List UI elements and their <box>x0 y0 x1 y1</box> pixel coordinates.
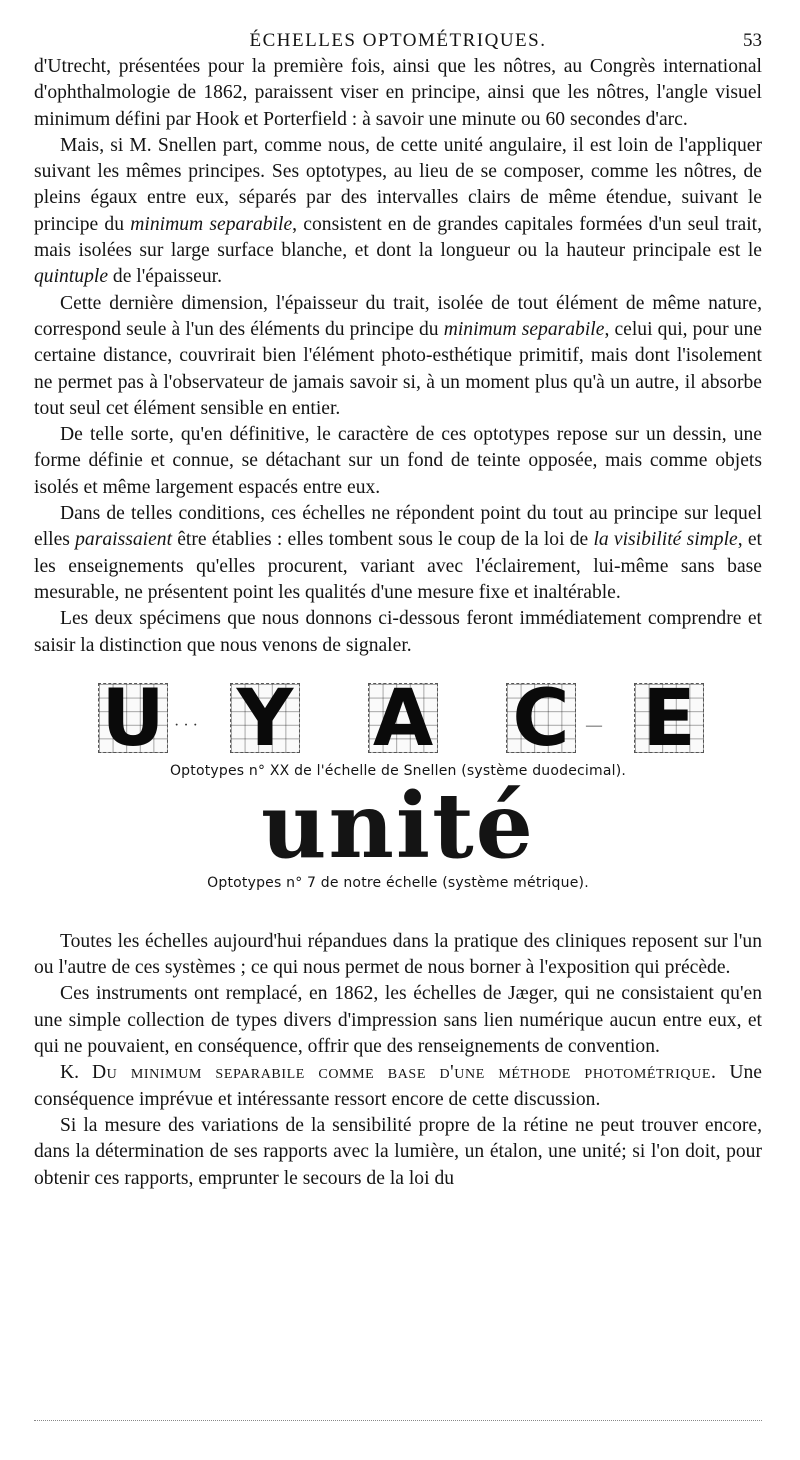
page-bottom-rule <box>34 1420 762 1421</box>
metric-figure <box>34 772 762 901</box>
text-run: , consistent en de grandes capitales formées d'un seul trait, mais isolées sur large surface blanche, et dont la longueur ou la hauteur principale est le <box>34 213 762 262</box>
paragraph <box>34 291 762 422</box>
text-run: De telle sorte, qu'en définitive, le caractère de ces optotypes repose sur un dessin, une forme définie et connue, se détachant sur un fond de teinte opposée, mais comme objets isolés et même largement espacés entre eux. <box>34 424 762 498</box>
text-run: Si la mesure des variations de la sensibilité propre de la rétine ne peut trouver encore, dans la détermination de ses rapports avec la lumière, un étalon, une unité; si l'on doit, pour obtenir ces rapports, emprunter le secours de la loi du <box>34 1114 762 1189</box>
paragraph <box>34 929 762 982</box>
text-run: Cette dernière dimension, l'épaisseur du trait, isolée de tout élément de même nature, correspond seule à l'un des éléments du principe du <box>34 292 762 340</box>
optotype-letter: A <box>372 673 434 764</box>
text-run: de l'épaisseur. <box>108 266 222 288</box>
italic-term: minimum separabile <box>130 213 293 235</box>
metric-optotype-word: unité <box>261 772 535 879</box>
book-page <box>34 28 762 1192</box>
optotype-letter: Y <box>236 673 294 764</box>
italic-term: paraissaient <box>75 529 173 551</box>
page-number: 53 <box>743 30 762 51</box>
paragraph <box>34 133 762 291</box>
text-run: , et les enseignements qu'elles procurent, variant avec l'éclairement, lui-même sans base mesurable, ne présentent point les qualités d'une mesure fixe et inaltérable. <box>34 529 763 603</box>
body-text-top <box>34 54 762 659</box>
text-run: Dans de telles conditions, ces échelles ne répondent point du tout au principe sur lequel elles <box>34 503 762 551</box>
text-run: K. <box>60 1062 92 1084</box>
paragraph <box>34 1060 762 1113</box>
optotype-letter: U <box>101 673 165 764</box>
text-run: Les deux spécimens que nous donnons ci-dessous feront immédiatement comprendre et saisir la distinction que nous venons de signaler. <box>34 608 762 656</box>
body-text-bottom <box>34 929 762 1192</box>
snellen-optotype-c <box>506 673 576 764</box>
italic-term: la visibilité simple <box>593 529 738 551</box>
snellen-optotype-e <box>634 673 704 764</box>
text-run: Toutes les échelles aujourd'hui répandues dans la pratique des cliniques reposent sur l'un ou l'autre de ces systèmes ; ce qui nous permet de nous borner à l'exposition qui précède. <box>34 930 762 979</box>
paragraph <box>34 422 762 501</box>
text-run: être établies : elles tombent sous le coup de la loi de <box>172 529 594 551</box>
separator-mark: — <box>586 716 602 734</box>
paragraph <box>34 54 762 133</box>
paragraph <box>34 1113 762 1192</box>
text-run: Ces instruments ont remplacé, en 1862, les échelles de Jæger, qui ne consistaient qu'en une simple collection de types divers d'impression sans lien numérique aucun entre eux, et qui ne pouvaient, en conséquence, offrir que des renseignements de convention. <box>34 983 762 1058</box>
snellen-letters <box>98 673 702 764</box>
paragraph <box>34 981 762 1060</box>
paragraph <box>34 501 762 606</box>
running-head <box>34 28 762 54</box>
snellen-optotype-a <box>368 673 438 764</box>
paragraph <box>34 606 762 659</box>
snellen-optotype-y <box>230 673 300 764</box>
section-heading: Du minimum separabile comme base d'une méthode photométrique. <box>91 1062 717 1084</box>
snellen-optotype-u <box>98 673 168 764</box>
metric-caption: Optotypes n° 7 de notre échelle (système métrique). <box>207 874 589 891</box>
text-run: Mais, si M. Snellen part, comme nous, de cette unité angulaire, il est loin de l'appliquer suivant les mêmes principes. Ses optotypes, au lieu de se composer, comme les nôtres, de pleins égaux entre eux, séparés par des intervalles clairs de même étendue, suivant le principe du <box>34 134 762 235</box>
separator-mark: · · · <box>174 716 198 734</box>
text-run: , celui qui, pour une certaine distance, couvrirait bien l'élément photo-esthétique primitif, mais dont l'isolement ne permet pas à l'observateur de jamais savoir si, à un moment plus qu'à un autre, il absorbe tout seul cet élément sensible en entier. <box>34 318 762 419</box>
text-run: d'Utrecht, présentées pour la première fois, ainsi que les nôtres, au Congrès international d'ophthalmologie de 1862, paraissent viser en principe, ainsi que les nôtres, l'angle visuel minimum défini par Hook et Porterfield : à savoir une minute ou 60 secondes d'arc. <box>34 56 762 130</box>
running-title: ÉCHELLES OPTOMÉTRIQUES. <box>249 30 547 51</box>
italic-term: quintuple <box>34 266 109 288</box>
text-run: Une conséquence imprévue et intéressante ressort encore de cette discussion. <box>34 1062 763 1110</box>
italic-term: minimum separabile <box>443 318 605 340</box>
snellen-caption: Optotypes n° XX de l'échelle de Snellen (système duodecimal). <box>169 762 627 779</box>
optotype-letter: E <box>642 673 696 764</box>
optotype-letter: C <box>512 673 570 764</box>
